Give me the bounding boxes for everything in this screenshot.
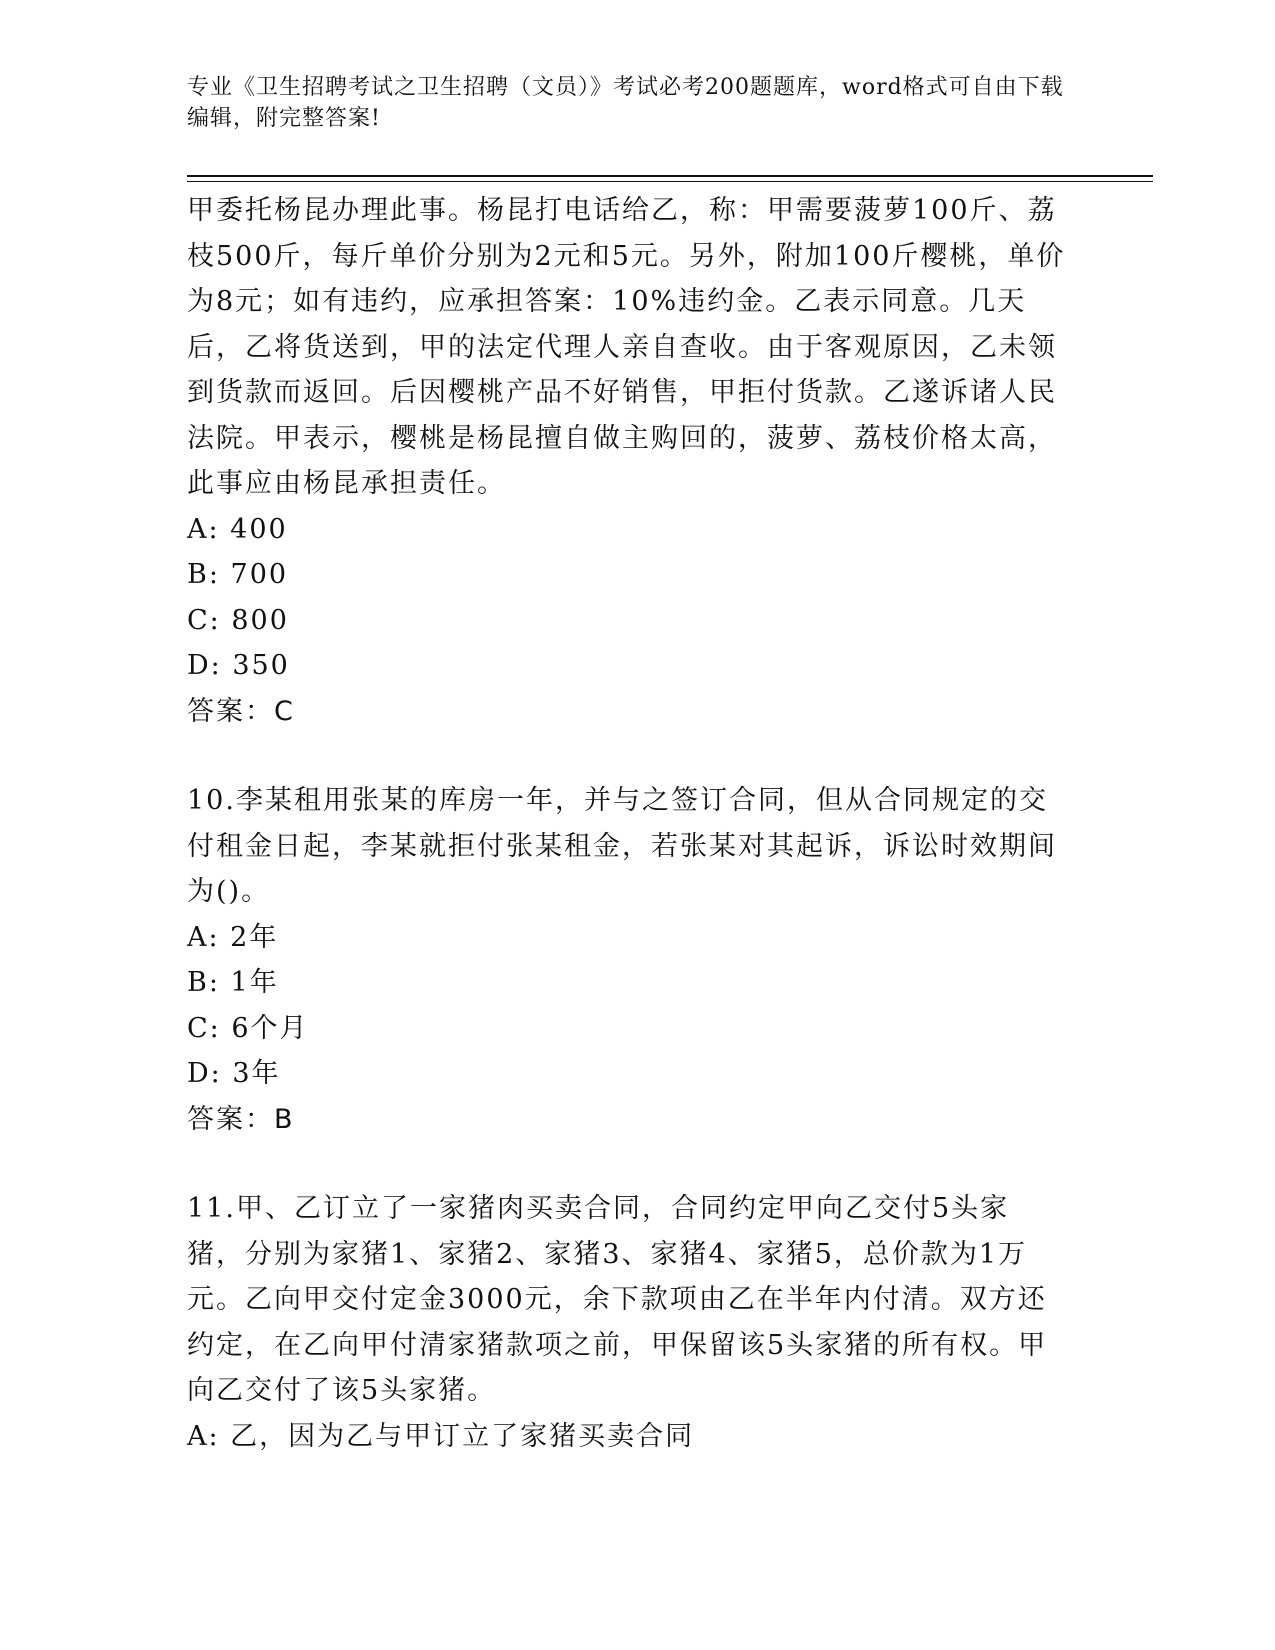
question-11 <box>187 1186 1067 1459</box>
spacer <box>187 734 1067 778</box>
question-9-option-a: A: 400 <box>187 513 288 545</box>
page-header: 专业《卫生招聘考试之卫生招聘（文员）》考试必考200题题库，word格式可自由下载编辑，附完整答案! <box>187 75 1064 131</box>
spacer <box>187 1142 1067 1186</box>
question-11-option-a: A: 乙，因为乙与甲订立了家猪买卖合同 <box>187 1420 695 1452</box>
question-10-answer: 答案：B <box>187 1103 295 1135</box>
question-10-option-c: C: 6个月 <box>187 1012 309 1044</box>
question-9-option-c: C: 800 <box>187 604 289 636</box>
question-10-option-b: B: 1年 <box>187 967 279 998</box>
question-9-option-b: B: 700 <box>187 559 289 590</box>
question-10-option-d: D: 3年 <box>187 1058 281 1089</box>
question-10 <box>187 778 1067 1142</box>
question-9-text: 甲委托杨昆办理此事。杨昆打电话给乙，称：甲需要菠萝100斤、荔枝500斤，每斤单价分别为2元和5元。另外，附加100斤樱桃，单价为8元；如有违约，应承担答案：10%违约金。乙表示同意。几天后，乙将货送到，甲的法定代理人亲自查收。由于客观原因，乙未领到货款而返回。后因樱桃产品不好销售，甲拒付货款。乙遂诉诸人民法院。甲表示，樱桃是杨昆擅自做主购回的，菠萝、荔枝价格太高，此事应由杨昆承担责任。 <box>187 195 1066 499</box>
header-rule-thin <box>187 181 1153 182</box>
header-rule-thick <box>187 175 1153 177</box>
question-11-text: 11.甲、乙订立了一家猪肉买卖合同，合同约定甲向乙交付5头家猪，分别为家猪1、家猪2、家猪3、家猪4、家猪5，总价款为1万元。乙向甲交付定金3000元，余下款项由乙在半年内付清。双方还约定，在乙向甲付清家猪款项之前，甲保留该5头家猪的所有权。甲向乙交付了该5头家猪。 <box>187 1193 1048 1406</box>
question-10-text: 10.李某租用张某的库房一年，并与之签订合同，但从合同规定的交付租金日起，李某就拒付张某租金，若张某对其起诉，诉讼时效期间为()。 <box>187 785 1057 907</box>
question-9-answer: 答案：C <box>187 695 295 727</box>
question-9 <box>187 188 1067 734</box>
question-10-option-a: A: 2年 <box>187 921 279 953</box>
document-body <box>187 188 1067 1459</box>
question-9-option-d: D: 350 <box>187 650 290 681</box>
